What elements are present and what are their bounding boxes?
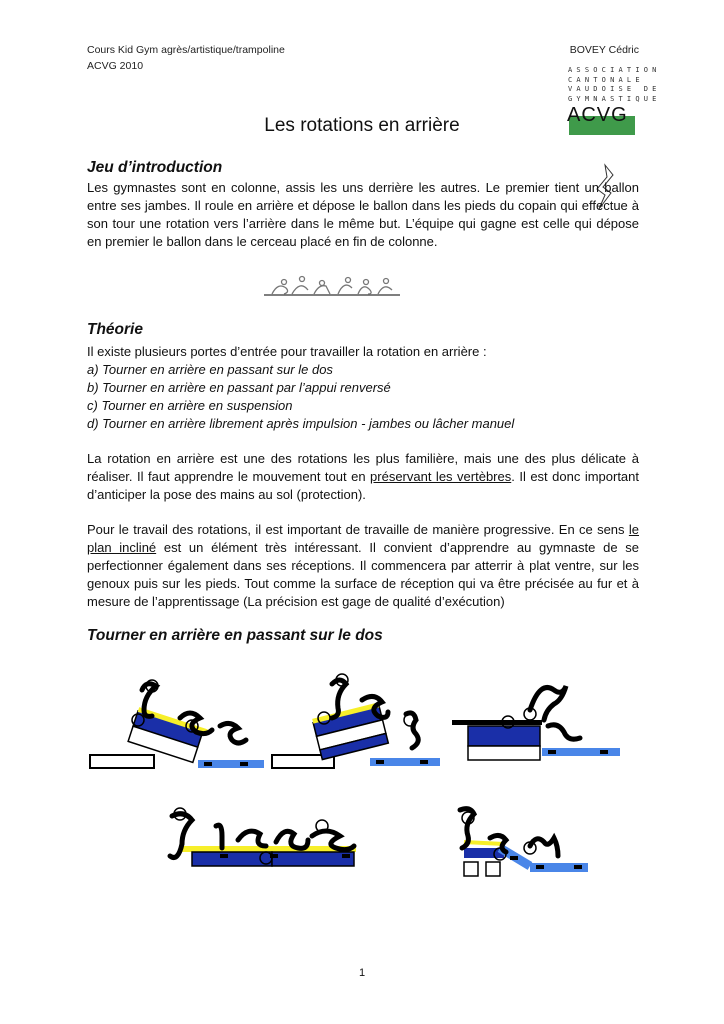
page-number: 1 [358, 967, 366, 979]
theory-item-b: b) Tourner en arrière en passant par l’appui renversé [87, 380, 391, 395]
logo-acronym: ACVG [567, 104, 628, 126]
para3-text-end: est un élément très intéressant. Il convient d’apprendre au gymnaste de se perfectionner également dans ses réceptions. Il commencera par atterrir à plat ventre, sur les genoux puis sur les pieds. Tout comme la surface de réception qui va être précisée au fur et à mesure de l’apprentissage (La précision est gage de qualité d’exécution) [87, 540, 639, 609]
illustration-5 [460, 809, 588, 876]
theory-item-c: c) Tourner en arrière en suspension [87, 398, 293, 413]
header-year: ACVG 2010 [87, 60, 144, 72]
logo-line-1: ASSOCIATION [568, 66, 661, 74]
para2-underlined: préservant les vertèbres [370, 469, 512, 484]
theory-item-d: d) Tourner en arrière librement après impulsion - jambes ou lâcher manuel [87, 416, 515, 431]
theory-paragraph-3 [87, 521, 639, 611]
logo-line-3: VAUDOISE DE [568, 85, 661, 94]
logo-line-2: CANTONALE [568, 75, 644, 84]
logo-letters [568, 66, 661, 104]
para3-text: Pour le travail des rotations, il est important de travaille de manière progressive. En ce sens [87, 522, 629, 537]
theory-paragraph-2 [87, 450, 639, 504]
backward-roll-illustrations [80, 670, 640, 900]
intro-heading: Jeu d’introduction [87, 159, 223, 176]
illustration-1 [90, 680, 264, 768]
header-left [87, 42, 285, 74]
header-course: Cours Kid Gym agrès/artistique/trampoline [87, 44, 285, 56]
intro-text: Les gymnastes sont en colonne, assis les uns derrière les autres. Le premier tient un ballon entre ses jambes. Il roule en arrière et dépose le ballon dans les pieds du copain qui effectue à son tour une rotation vers l’arrière dans le même but. L’équipe qui gagne est celle qui dépose en premier le ballon dans le cerceau placé en fin de colonne. [87, 180, 639, 249]
theory-lead: Il existe plusieurs portes d’entrée pour travailler la rotation en arrière : [87, 344, 487, 359]
para3-underlined: le plan incliné [87, 522, 639, 555]
illustration-4 [170, 808, 356, 866]
page-title: Les rotations en arrière [264, 115, 460, 136]
theory-item-a: a) Tourner en arrière en passant sur le dos [87, 362, 333, 377]
para2-text-end: . Il est donc important d’anticiper la pose des mains au sol (protection). [87, 469, 640, 502]
illustration-3 [452, 686, 620, 760]
rolling-gymnasts-illustration [262, 270, 402, 300]
illustration-2 [272, 674, 440, 768]
logo-line-4: GYMNASTIQUE [568, 94, 661, 103]
header-author: BOVEY Cédric [569, 44, 639, 56]
section3-heading: Tourner en arrière en passant sur le dos [87, 627, 383, 644]
theory-heading: Théorie [87, 321, 143, 338]
para2-text: La rotation en arrière est une des rotations les plus familière, mais une des plus délicate à réaliser. Il faut apprendre le mouvement tout en [87, 451, 639, 484]
